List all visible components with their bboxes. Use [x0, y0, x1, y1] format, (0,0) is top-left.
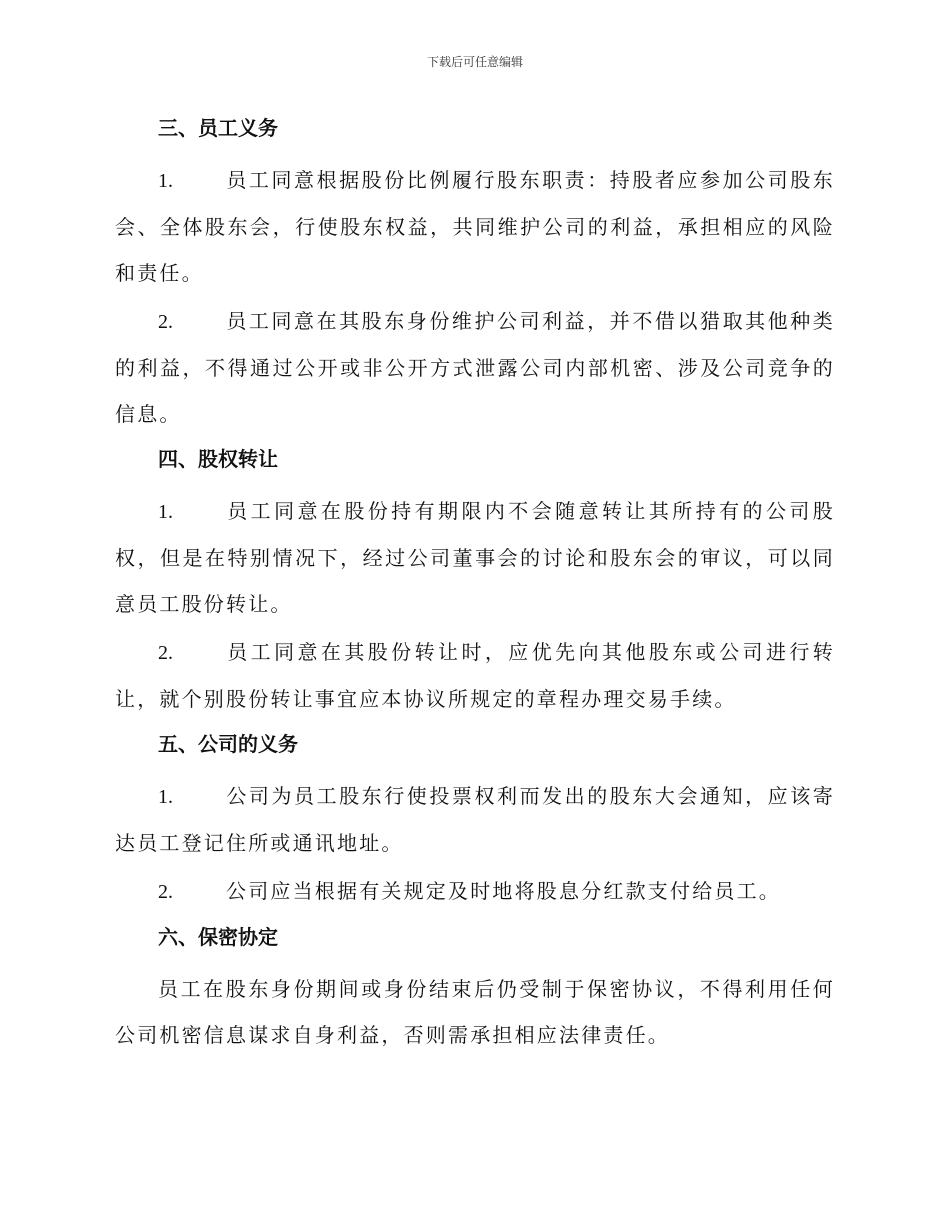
- section-heading: 三、员工义务: [158, 116, 278, 140]
- clause-text: 公司应当根据有关规定及时地将股息分红款支付给员工。: [226, 879, 781, 903]
- clause-number: 1.: [158, 501, 173, 523]
- section-employee-obligations: [115, 108, 835, 437]
- clause-number: 1.: [158, 786, 173, 808]
- clause-paragraph: [115, 773, 835, 866]
- clause-paragraph: [115, 298, 835, 437]
- clause-paragraph: 员工在股东身份期间或身份结束后仍受制于保密协议，不得利用任何公司机密信息谋求自身利益，否则需承担相应法律责任。: [115, 977, 835, 1047]
- section-heading: 六、保密协定: [158, 925, 278, 949]
- clause-text: 员工同意在其股东身份维护公司利益，并不借以猎取其他种类的利益，不得通过公开或非公开方式泄露公司内部机密、涉及公司竞争的信息。: [115, 309, 835, 426]
- section-heading: 五、公司的义务: [158, 732, 298, 756]
- document-body: [115, 108, 835, 1060]
- section-heading: 四、股权转让: [158, 447, 278, 471]
- clause-paragraph: [115, 629, 835, 722]
- section-confidentiality: [115, 917, 835, 1058]
- clause-text: 员工同意根据股份比例履行股东职责：持股者应参加公司股东会、全体股东会，行使股东权益，共同维护公司的利益，承担相应的风险和责任。: [115, 168, 835, 285]
- page-header: 下载后可任意编辑: [426, 55, 523, 69]
- clause-paragraph: [115, 488, 835, 627]
- clause-text: 员工同意在其股份转让时，应优先向其他股东或公司进行转让，就个别股份转让事宜应本协议所规定的章程办理交易手续。: [115, 640, 835, 711]
- clause-text: 员工同意在股份持有期限内不会随意转让其所持有的公司股权，但是在特别情况下，经过公司董事会的讨论和股东会的审议，可以同意员工股份转让。: [115, 499, 835, 616]
- clause-number: 2.: [158, 311, 173, 333]
- clause-number: 2.: [158, 642, 173, 664]
- clause-text: 公司为员工股东行使投票权利而发出的股东大会通知，应该寄达员工登记住所或通讯地址。: [115, 784, 835, 855]
- clause-paragraph: [115, 868, 835, 915]
- section-equity-transfer: [115, 439, 835, 722]
- section-company-obligations: [115, 724, 835, 915]
- clause-number: 2.: [158, 881, 173, 903]
- clause-paragraph: [115, 157, 835, 296]
- clause-number: 1.: [158, 170, 173, 192]
